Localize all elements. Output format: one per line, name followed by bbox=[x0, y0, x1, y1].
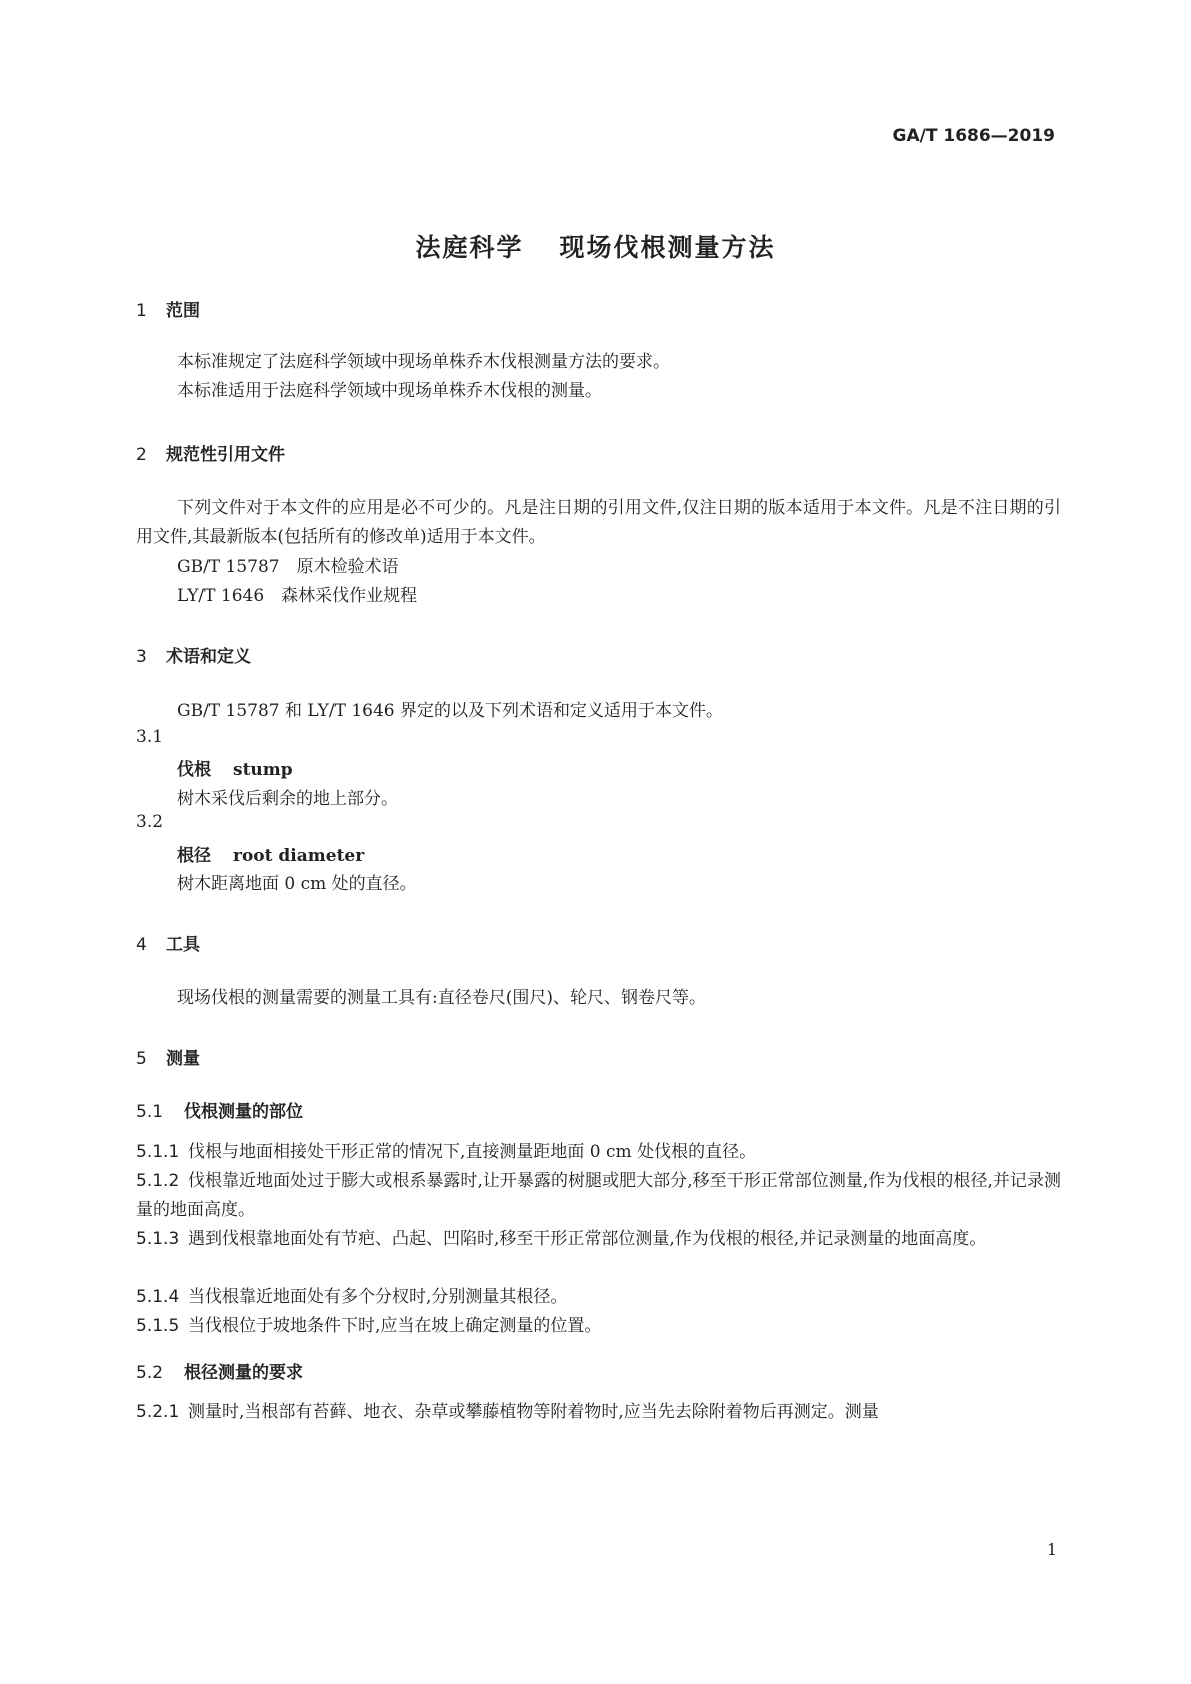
section-heading-5: 5 测量 bbox=[136, 1049, 200, 1069]
clause-number: 5.1.3 bbox=[136, 1229, 180, 1249]
page-number: 1 bbox=[1046, 1540, 1057, 1559]
term-cn: 根径 bbox=[177, 846, 211, 866]
clause-number: 5.1.2 bbox=[136, 1171, 180, 1191]
term-heading bbox=[177, 841, 364, 866]
title-part1: 法庭科学 bbox=[415, 233, 524, 262]
reference-code: GB/T 15787 bbox=[177, 557, 280, 577]
section1-para2: 本标准适用于法庭科学领域中现场单株乔木伐根的测量。 bbox=[177, 381, 602, 401]
clause bbox=[136, 1167, 1061, 1225]
reference-name: 原木检验术语 bbox=[296, 557, 399, 577]
term-en: stump bbox=[233, 760, 293, 780]
section-heading-3: 3 术语和定义 bbox=[136, 647, 251, 667]
clause-number: 5.2.1 bbox=[136, 1402, 180, 1422]
clause-number: 5.1.4 bbox=[136, 1287, 180, 1307]
term-definition: 树木采伐后剩余的地上部分。 bbox=[177, 789, 398, 809]
section4-para1: 现场伐根的测量需要的测量工具有:直径卷尺(围尺)、轮尺、钢卷尺等。 bbox=[177, 988, 706, 1008]
clause-text: 当伐根位于坡地条件下时,应当在坡上确定测量的位置。 bbox=[188, 1316, 602, 1336]
reference-code: LY/T 1646 bbox=[177, 586, 265, 606]
term-heading bbox=[177, 755, 293, 780]
title-part2: 现场伐根测量方法 bbox=[559, 233, 776, 262]
clause bbox=[136, 1312, 1061, 1341]
term-cn: 伐根 bbox=[177, 760, 211, 780]
term-number: 3.2 bbox=[136, 812, 164, 832]
section1-para1: 本标准规定了法庭科学领域中现场单株乔木伐根测量方法的要求。 bbox=[177, 352, 670, 372]
clause bbox=[136, 1138, 1061, 1167]
subsection-heading-5-1: 5.1 伐根测量的部位 bbox=[136, 1102, 303, 1122]
term-definition: 树木距离地面 0 cm 处的直径。 bbox=[177, 874, 417, 894]
subsection-heading-5-2: 5.2 根径测量的要求 bbox=[136, 1363, 303, 1383]
term-number: 3.1 bbox=[136, 727, 164, 747]
document-title bbox=[0, 228, 1191, 264]
clause-text: 伐根与地面相接处干形正常的情况下,直接测量距地面 0 cm 处伐根的直径。 bbox=[188, 1142, 757, 1162]
reference-item bbox=[177, 581, 417, 606]
clause-text: 当伐根靠近地面处有多个分杈时,分别测量其根径。 bbox=[188, 1287, 568, 1307]
clause bbox=[136, 1398, 1061, 1427]
reference-item bbox=[177, 552, 399, 577]
section-heading-2: 2 规范性引用文件 bbox=[136, 445, 285, 465]
section3-para1: GB/T 15787 和 LY/T 1646 界定的以及下列术语和定义适用于本文件。 bbox=[177, 701, 723, 721]
section-heading-1: 1 范围 bbox=[136, 301, 200, 321]
clause bbox=[136, 1283, 1061, 1312]
clause bbox=[136, 1225, 1061, 1254]
reference-name: 森林采伐作业规程 bbox=[281, 586, 418, 606]
clause-text: 测量时,当根部有苔藓、地衣、杂草或攀藤植物等附着物时,应当先去除附着物后再测定。测量 bbox=[188, 1402, 879, 1422]
clause-number: 5.1.5 bbox=[136, 1316, 180, 1336]
standard-code: GA/T 1686—2019 bbox=[892, 126, 1055, 146]
clause-number: 5.1.1 bbox=[136, 1142, 180, 1162]
clause-text: 伐根靠近地面处过于膨大或根系暴露时,让开暴露的树腿或肥大部分,移至干形正常部位测量,作为伐根的根径,并记录测量的地面高度。 bbox=[136, 1171, 1061, 1220]
section2-para1: 下列文件对于本文件的应用是必不可少的。凡是注日期的引用文件,仅注日期的版本适用于本文件。凡是不注日期的引用文件,其最新版本(包括所有的修改单)适用于本文件。 bbox=[136, 498, 1061, 547]
clause-text: 遇到伐根靠地面处有节疤、凸起、凹陷时,移至干形正常部位测量,作为伐根的根径,并记录测量的地面高度。 bbox=[188, 1229, 987, 1249]
term-en: root diameter bbox=[233, 846, 365, 866]
section-heading-4: 4 工具 bbox=[136, 935, 200, 955]
